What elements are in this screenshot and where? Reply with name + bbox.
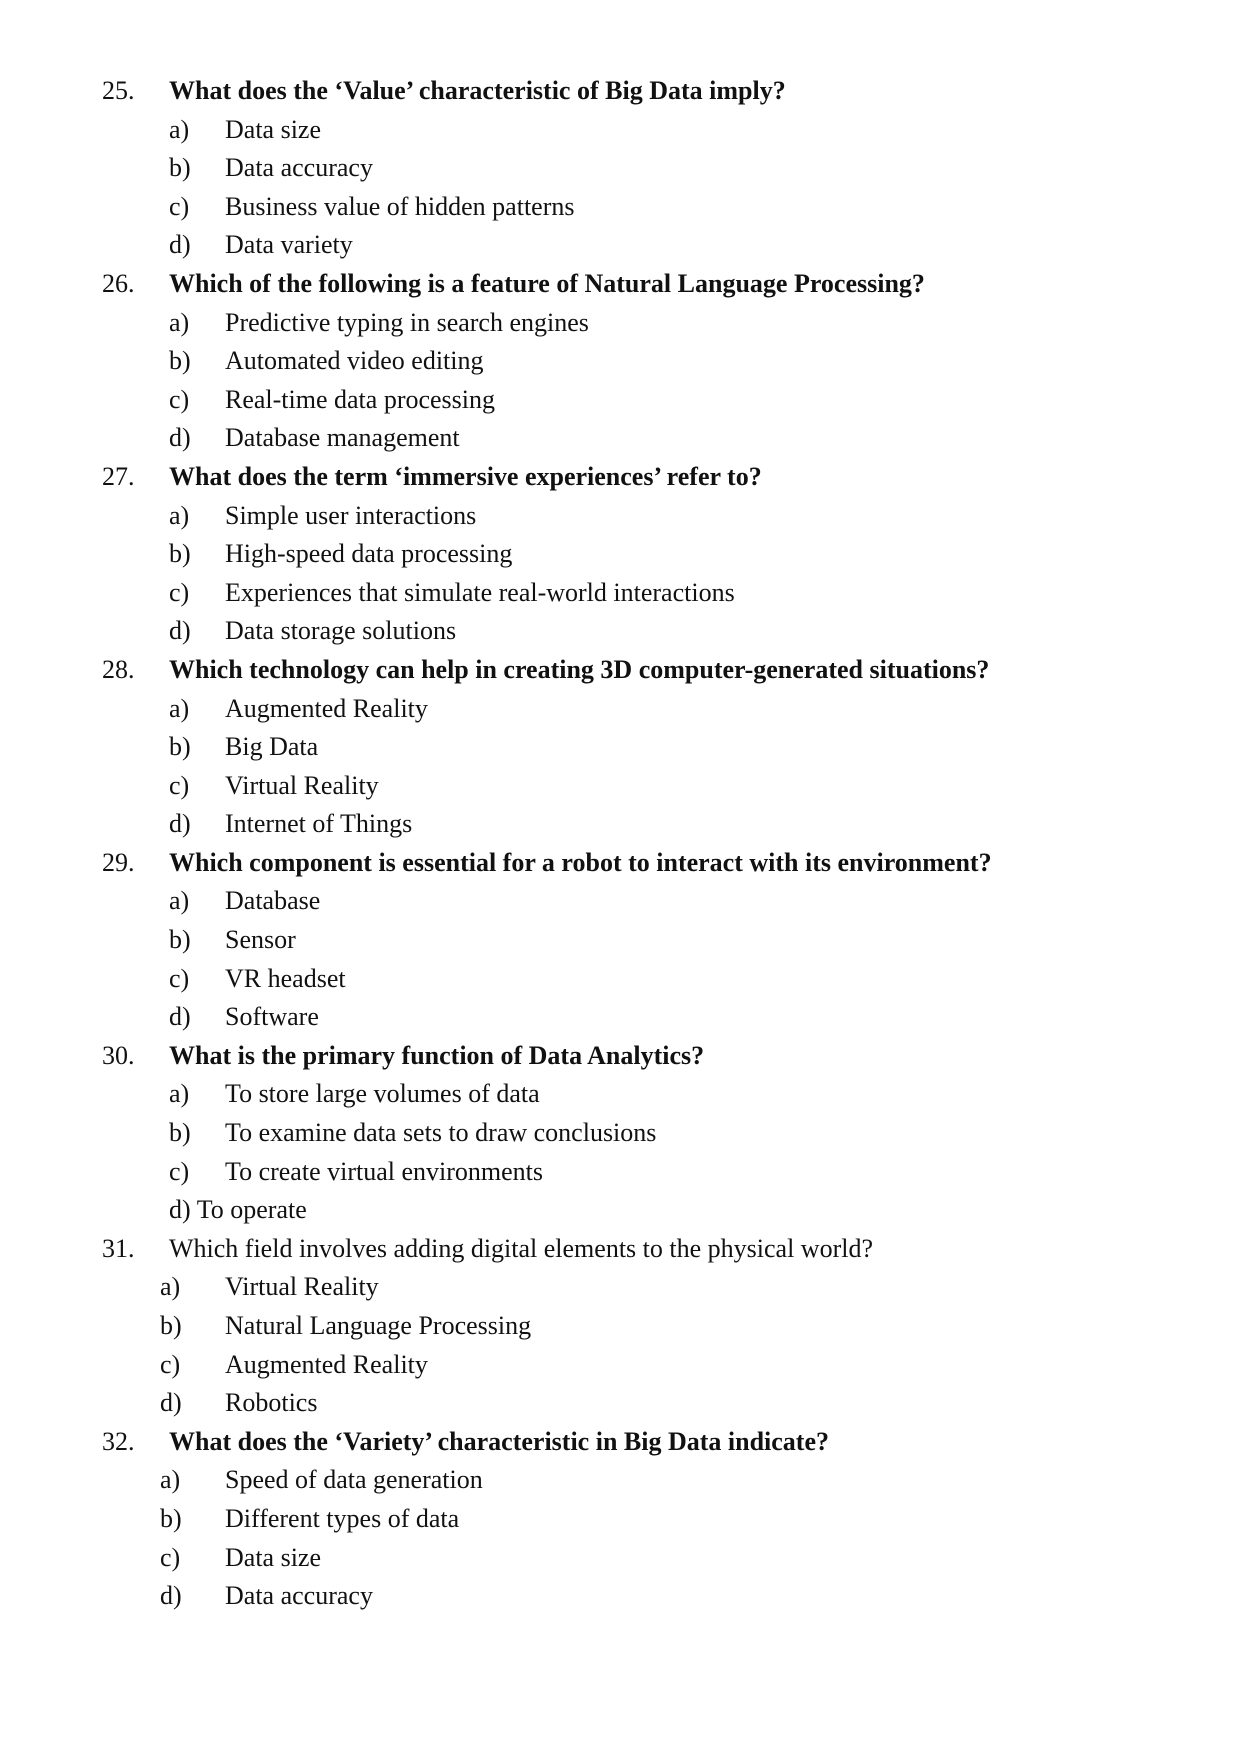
option-a [0, 690, 1241, 729]
option-a [0, 497, 1241, 536]
option-a [0, 1268, 1241, 1307]
option-letter: c) [160, 1542, 181, 1572]
option-text: Simple user interactions [225, 500, 477, 530]
option-text: Data variety [225, 230, 353, 260]
option-text: Business value of hidden patterns [225, 191, 575, 221]
question-29 [0, 844, 1241, 883]
option-letter: a) [160, 1465, 181, 1495]
option-text: To examine data sets to draw conclusions [225, 1118, 657, 1148]
option-text: Predictive typing in search engines [225, 307, 589, 337]
question-number: 27. [102, 461, 135, 491]
question-31 [0, 1230, 1241, 1269]
option-letter: a) [169, 500, 190, 530]
option-b [0, 1114, 1241, 1153]
option-b [0, 535, 1241, 574]
question-text: Which technology can help in creating 3D computer-generated situations? [169, 654, 990, 684]
option-letter: a) [169, 307, 190, 337]
option-letter: d) [160, 1581, 182, 1611]
option-letter: d) [160, 1388, 182, 1418]
option-letter: c) [169, 577, 190, 607]
option-text: Data size [225, 1542, 322, 1572]
option-d [0, 805, 1241, 844]
option-text: Database [225, 886, 321, 916]
option-letter: d) [169, 230, 191, 260]
question-text: What does the ‘Variety’ characteristic in Big Data indicate? [169, 1426, 830, 1456]
option-letter: b) [169, 732, 191, 762]
option-text: Internet of Things [225, 809, 413, 839]
option-d [0, 226, 1241, 265]
question-text: Which of the following is a feature of Natural Language Processing? [169, 268, 925, 298]
question-25 [0, 72, 1241, 111]
option-b [0, 1307, 1241, 1346]
option-letter: b) [169, 539, 191, 569]
option-text: Data accuracy [225, 1581, 373, 1611]
option-c [0, 767, 1241, 806]
question-32 [0, 1423, 1241, 1462]
question-26 [0, 265, 1241, 304]
question-number: 28. [102, 654, 135, 684]
option-a [0, 1075, 1241, 1114]
option-c [0, 960, 1241, 999]
option-text: Augmented Reality [225, 1349, 428, 1379]
option-text: To store large volumes of data [225, 1079, 540, 1109]
option-letter: d) [169, 809, 191, 839]
option-letter: b) [169, 346, 191, 376]
option-a [0, 882, 1241, 921]
option-letter: a) [169, 886, 190, 916]
option-text: Natural Language Processing [225, 1311, 532, 1340]
option-a [0, 304, 1241, 343]
option-letter: a) [169, 114, 190, 144]
option-text: Software [225, 1002, 319, 1032]
question-text: What does the ‘Value’ characteristic of Big Data imply? [169, 76, 786, 105]
question-text: Which field involves adding digital elements to the physical world? [169, 1233, 873, 1263]
option-b [0, 728, 1241, 767]
option-text: Data accuracy [225, 153, 373, 183]
option-letter: c) [169, 963, 190, 993]
question-30 [0, 1037, 1241, 1076]
option-text: Automated video editing [225, 346, 484, 376]
option-text: Sensor [225, 925, 296, 955]
option-b [0, 1500, 1241, 1539]
option-d [0, 419, 1241, 458]
question-text: What does the term ‘immersive experiences’ refer to? [169, 461, 762, 491]
question-number: 31. [102, 1233, 135, 1263]
option-text: Robotics [225, 1388, 318, 1418]
question-text: What is the primary function of Data Analytics? [169, 1040, 705, 1070]
option-letter: c) [169, 384, 190, 414]
option-text: Real-time data processing [225, 384, 496, 414]
option-letter: c) [169, 1156, 190, 1186]
option-letter: a) [160, 1272, 181, 1302]
option-letter: d) [169, 616, 191, 646]
option-inline-text: d) To operate [169, 1195, 307, 1225]
option-letter: c) [169, 191, 190, 221]
option-b [0, 149, 1241, 188]
question-number: 29. [102, 847, 135, 877]
option-c [0, 574, 1241, 613]
option-letter: b) [169, 153, 191, 183]
option-text: Database management [225, 423, 460, 453]
option-letter: b) [160, 1311, 182, 1340]
option-text: Experiences that simulate real-world interactions [225, 577, 735, 607]
question-text: Which component is essential for a robot to interact with its environment? [169, 847, 992, 877]
option-letter: b) [169, 925, 191, 955]
option-text: Big Data [225, 732, 319, 762]
option-text: Data size [225, 114, 322, 144]
option-d [0, 1384, 1241, 1423]
option-text: Data storage solutions [225, 616, 457, 646]
option-text: High-speed data processing [225, 539, 513, 569]
option-text: Speed of data generation [225, 1465, 483, 1495]
option-b [0, 342, 1241, 381]
option-text: VR headset [225, 963, 346, 993]
option-letter: d) [169, 1002, 191, 1032]
option-d [0, 1577, 1241, 1616]
option-letter: c) [160, 1349, 181, 1379]
option-text: Virtual Reality [225, 770, 379, 800]
option-c [0, 1346, 1241, 1385]
option-letter: c) [169, 770, 190, 800]
question-number: 26. [102, 268, 135, 298]
option-text: To create virtual environments [225, 1156, 544, 1186]
question-28 [0, 651, 1241, 690]
option-text: Virtual Reality [225, 1272, 379, 1302]
option-d [0, 612, 1241, 651]
option-b [0, 921, 1241, 960]
option-c [0, 1153, 1241, 1192]
question-27 [0, 458, 1241, 497]
question-number: 25. [102, 76, 135, 105]
option-d [0, 998, 1241, 1037]
option-text: Different types of data [225, 1503, 460, 1533]
option-letter: b) [169, 1118, 191, 1148]
option-a [0, 1461, 1241, 1500]
option-letter: b) [160, 1503, 182, 1533]
option-c [0, 1539, 1241, 1578]
question-page [0, 72, 1241, 1616]
option-text: Augmented Reality [225, 693, 428, 723]
option-letter: d) [169, 423, 191, 453]
option-letter: a) [169, 1079, 190, 1109]
question-number: 30. [102, 1040, 135, 1070]
question-number: 32. [102, 1426, 135, 1456]
option-c [0, 188, 1241, 227]
option-letter: a) [169, 693, 190, 723]
option-c [0, 381, 1241, 420]
option-d [0, 1191, 1241, 1230]
option-a [0, 111, 1241, 150]
